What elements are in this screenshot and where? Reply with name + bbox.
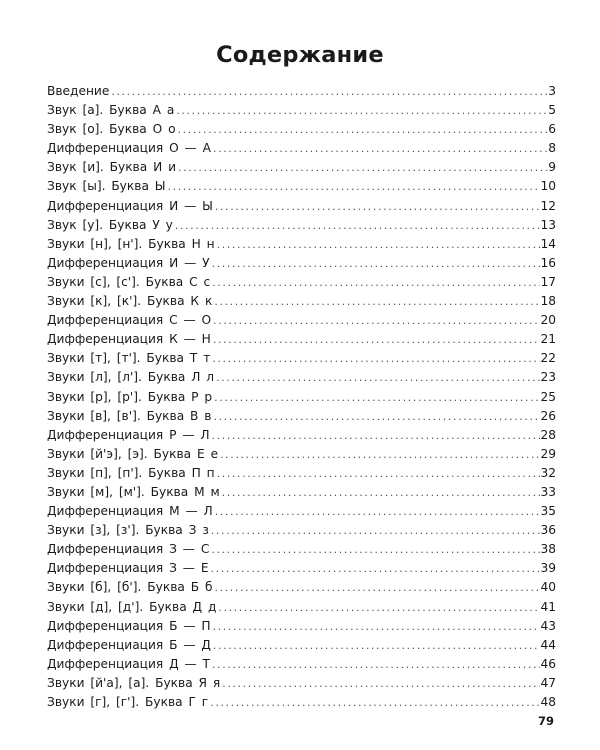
toc-entry-label: Звук [ы]. Буква Ы: [47, 179, 166, 194]
toc-entry-label: Дифференциация Б — П: [47, 618, 211, 633]
toc-entry: [47, 636, 556, 655]
toc-entry-label: Дифференциация Р — Л: [47, 427, 210, 442]
toc-entry-page: 16: [540, 255, 556, 270]
toc-entry: [47, 273, 556, 292]
toc-entry: [47, 349, 556, 368]
toc-entry-page: 28: [540, 427, 556, 442]
dot-leader: [220, 674, 540, 693]
toc-entry-page: 26: [540, 408, 556, 423]
toc-entry-page: 47: [540, 675, 556, 690]
toc-entry-label: Звук [о]. Буква О о: [47, 122, 176, 137]
toc-entry-page: 48: [540, 695, 556, 709]
toc-entry-label: Звуки [з], [з']. Буква З з: [47, 523, 209, 538]
toc-entry-label: Звуки [д], [д']. Буква Д д: [47, 599, 217, 614]
toc-entry-label: Звук [и]. Буква И и: [47, 160, 176, 175]
dot-leader: [211, 139, 548, 158]
toc-entry-label: Дифференциация Б — Д: [47, 637, 211, 652]
toc-entry-page: 13: [540, 217, 556, 232]
toc-entry-page: 23: [540, 370, 556, 385]
toc-entry-label: Звуки [г], [г']. Буква Г г: [47, 695, 209, 709]
toc-entry: [47, 197, 556, 216]
toc-entry: [47, 483, 556, 502]
dot-leader: [220, 483, 541, 502]
toc-entry-page: 29: [540, 446, 556, 461]
toc-entry: [47, 330, 556, 349]
toc-entry-label: Дифференциация И — У: [47, 255, 210, 270]
toc-entry-page: 21: [540, 332, 556, 347]
toc-entry-page: 10: [540, 179, 556, 194]
toc-entry: [47, 101, 556, 120]
toc-entry-page: 32: [540, 465, 556, 480]
toc-entry-page: 5: [548, 103, 556, 118]
dot-leader: [215, 235, 541, 254]
dot-leader: [216, 598, 540, 617]
toc-entry-page: 17: [540, 274, 556, 289]
dot-leader: [173, 216, 541, 235]
toc-entry: [47, 655, 556, 674]
toc-entry-page: 22: [540, 351, 556, 366]
dot-leader: [218, 445, 540, 464]
toc-entry-page: 9: [548, 160, 556, 175]
toc-entry: [47, 617, 556, 636]
toc-entry-page: 43: [540, 618, 556, 633]
toc-entry-label: Дифференциация К — Н: [47, 332, 211, 347]
dot-leader: [211, 636, 541, 655]
toc-entry-label: Звуки [н], [н']. Буква Н н: [47, 236, 215, 251]
toc-entry-label: Звуки [л], [л']. Буква Л л: [47, 370, 215, 385]
toc-entry-label: Звуки [т], [т']. Буква Т т: [47, 351, 211, 366]
dot-leader: [176, 158, 548, 177]
dot-leader: [109, 82, 548, 101]
toc-entry-page: 41: [540, 599, 556, 614]
dot-leader: [213, 502, 541, 521]
toc-entry-label: Звуки [б], [б']. Буква Б б: [47, 580, 213, 595]
toc-entry-page: 6: [548, 122, 556, 137]
dot-leader: [212, 388, 540, 407]
toc-entry-label: Звук [а]. Буква А а: [47, 103, 175, 118]
toc-entry-page: 35: [540, 504, 556, 519]
toc-entry-label: Дифференциация И — Ы: [47, 198, 213, 213]
toc-entry-page: 33: [540, 484, 556, 499]
dot-leader: [211, 311, 540, 330]
toc-entry: [47, 407, 556, 426]
toc-entry-page: 36: [540, 523, 556, 538]
dot-leader: [210, 273, 540, 292]
toc-entry: [47, 177, 556, 196]
toc-entry-page: 3: [548, 84, 556, 98]
page-number: 79: [537, 714, 554, 728]
toc-entry-page: 12: [540, 198, 556, 213]
dot-leader: [212, 292, 540, 311]
toc-entry: [47, 598, 556, 617]
dot-leader: [209, 521, 541, 540]
toc-entry: [47, 311, 556, 330]
toc-entry: [47, 368, 556, 387]
toc-entry: [47, 693, 556, 712]
toc-entry: [47, 674, 556, 693]
toc-entry-page: 20: [540, 313, 556, 328]
toc-entry: [47, 292, 556, 311]
dot-leader: [214, 368, 540, 387]
toc-entry-label: Звуки [р], [р']. Буква Р р: [47, 389, 213, 404]
toc-entry-label: Звуки [в], [в']. Буква В в: [47, 408, 212, 423]
dot-leader: [209, 540, 540, 559]
toc-entry-page: 14: [540, 236, 556, 251]
toc-entry-label: Введение: [47, 84, 110, 98]
dot-leader: [211, 407, 540, 426]
toc-entry: [47, 216, 556, 235]
toc-entry-label: Звук [у]. Буква У у: [47, 217, 173, 232]
toc-entry: [47, 120, 556, 139]
dot-leader: [208, 693, 540, 712]
toc-entry-label: Звуки [й'э], [э]. Буква Е е: [47, 446, 219, 461]
toc-entry: [47, 254, 556, 273]
dot-leader: [212, 578, 540, 597]
toc-entry: [47, 559, 556, 578]
dot-leader: [211, 330, 541, 349]
toc-entry: [47, 578, 556, 597]
dot-leader: [174, 101, 548, 120]
dot-leader: [210, 655, 540, 674]
toc-entry-label: Дифференциация З — Е: [47, 561, 209, 576]
toc-entry: [47, 158, 556, 177]
dot-leader: [213, 197, 541, 216]
toc-entry: [47, 464, 556, 483]
toc-entry-label: Звуки [с], [с']. Буква С с: [47, 274, 211, 289]
toc-entry: [47, 139, 556, 158]
toc-entry: [47, 235, 556, 254]
toc-entry: [47, 540, 556, 559]
toc-entry-label: Звуки [й'а], [а]. Буква Я я: [47, 675, 221, 690]
toc-entry: [47, 445, 556, 464]
toc-entry-label: Звуки [п], [п']. Буква П п: [47, 465, 215, 480]
toc-entry-label: Дифференциация О — А: [47, 141, 211, 156]
dot-leader: [210, 254, 541, 273]
table-of-contents: [47, 82, 556, 712]
toc-entry-page: 8: [548, 141, 556, 156]
toc-entry-label: Дифференциация М — Л: [47, 504, 213, 519]
toc-entry-page: 46: [540, 656, 556, 671]
dot-leader: [211, 617, 541, 636]
toc-entry-page: 39: [540, 561, 556, 576]
dot-leader: [210, 349, 540, 368]
dot-leader: [176, 120, 549, 139]
toc-entry: [47, 426, 556, 445]
toc-entry-label: Дифференциация З — С: [47, 542, 210, 557]
toc-entry-label: Дифференциация С — О: [47, 313, 212, 328]
toc-entry-label: Звуки [м], [м']. Буква М м: [47, 484, 220, 499]
toc-entry-page: 18: [540, 294, 556, 309]
toc-entry-label: Дифференциация Д — Т: [47, 656, 210, 671]
toc-entry: [47, 388, 556, 407]
toc-entry: [47, 502, 556, 521]
page-title: Содержание: [216, 42, 384, 68]
toc-entry-label: Звуки [к], [к']. Буква К к: [47, 294, 213, 309]
toc-entry: [47, 521, 556, 540]
toc-entry-page: 44: [540, 637, 556, 652]
toc-entry: [47, 82, 556, 101]
toc-entry-page: 38: [540, 542, 556, 557]
toc-entry-page: 25: [540, 389, 556, 404]
dot-leader: [209, 559, 541, 578]
dot-leader: [215, 464, 541, 483]
dot-leader: [166, 177, 541, 196]
dot-leader: [210, 426, 541, 445]
toc-entry-page: 40: [540, 580, 556, 595]
